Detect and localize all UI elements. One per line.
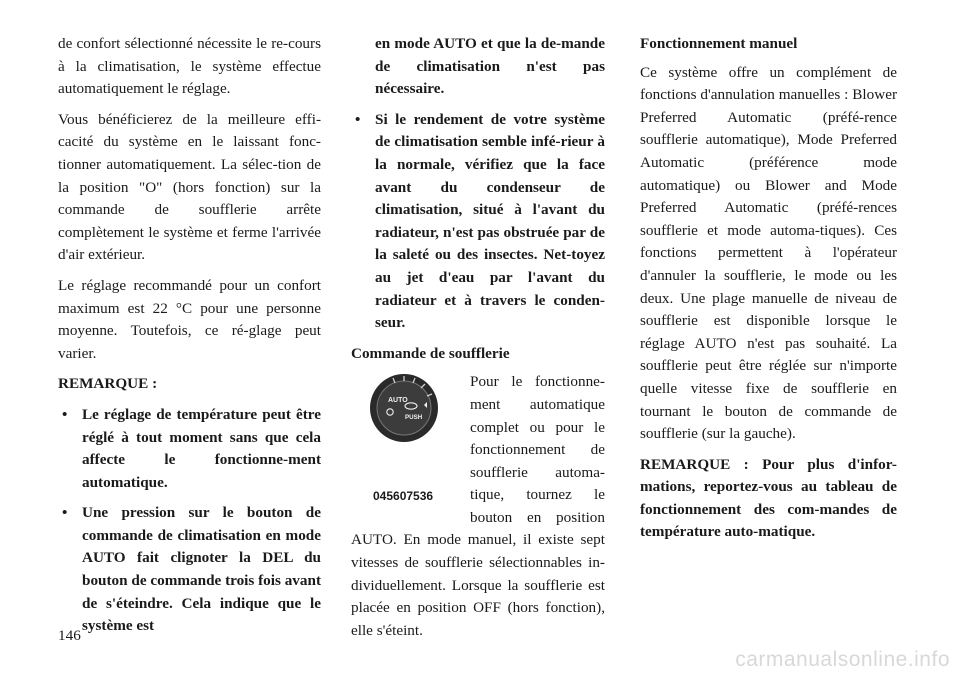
paragraph: de confort sélectionné nécessite le re-cours à la climatisation, le système effectue automatiquement le réglage. (58, 35, 321, 98)
note-heading: REMARQUE : (58, 375, 158, 393)
auto-label: AUTO (388, 397, 408, 405)
bullet-item (58, 502, 321, 638)
bullet-item (351, 109, 605, 335)
push-label: PUSH (405, 414, 423, 422)
figure-id: 045607536 (373, 489, 434, 504)
paragraph: Vous bénéficierez de la meilleure effi-cacité du système en le laissant fonc-tionner automatiquement. La sélec-tion de la position "O" (hors fonction) sur la commande de soufflerie arrête complètement le système et ferme l'arrivée d'air extérieur. (58, 110, 321, 264)
paragraph: Le réglage recommandé pour un confort maximum est 22 °C pour une personne moyenne. Toutefois, ce ré-glage peut varier. (58, 276, 321, 362)
blower-knob-icon (369, 373, 439, 443)
column-middle (351, 33, 605, 650)
column-left (58, 33, 321, 646)
paragraph: Ce système offre un complément de fonctions d'annulation manuelles : Blower Preferred Automatic (préfé-rence soufflerie automatique), Mode Preferred Automatic (préférence mode automatique) ou Blower and Mode Preferred Automatic (préfé-rences soufflerie et mode automa-tiques). Ces fonctions permettent à l'opérateur d'annuler la soufflerie, le mode ou les deux. Une plage manuelle de niveau de soufflerie est disponible lorsque le réglage AUTO n'est pas souhaité. La soufflerie peut être réglée sur n'importe quelle vitesse fixe de soufflerie en tournant le bouton de commande de soufflerie (sur la gauche). (640, 63, 897, 443)
bullet-icon: • (355, 110, 361, 128)
bullet-text: Le réglage de température peut être réglé à tout moment sans que cela affecte le fonctionne-ment automatique. (82, 405, 321, 491)
bullet-icon: • (62, 405, 68, 423)
bullet-text: Une pression sur le bouton de commande de climatisation en mode AUTO fait clignoter la DEL du bouton de commande trois fois avant de s'éteindre. Cela indique que le système est (82, 504, 321, 635)
bullet-icon: • (62, 504, 68, 522)
note: REMARQUE : Pour plus d'infor-mations, reportez-vous au tableau de fonctionnement des com-mandes de température auto-matique. (640, 455, 897, 541)
bullet-text: Si le rendement de votre système de climatisation semble infé-rieur à la normale, vérifiez que la face avant du condenseur de climatisation, situé à l'avant du radiateur, n'est pas obstruée par de la saleté ou des insectes. Net-toyez au jet d'eau par l'avant du radiateur et à travers le conden-seur. (375, 110, 605, 332)
page-number: 146 (58, 627, 81, 644)
section-heading: Fonctionnement manuel (640, 35, 798, 52)
blower-control-figure (351, 371, 464, 511)
paragraph: Pour le fonctionne-ment automatique complet ou pour le fonctionnement de soufflerie automa-tique, tournez le bouton en position AUTO. En mode manuel, il existe sept vitesses de soufflerie sélectionnables in-dividuellement. Lorsque la soufflerie est placée en position OFF (hors fonction), elle s'éteint. (351, 373, 605, 639)
section-heading: Commande de soufflerie (351, 344, 510, 362)
column-right (640, 33, 897, 552)
watermark: carmanualsonline.info (735, 648, 950, 671)
bullet-item (58, 404, 321, 494)
bullet-continuation: en mode AUTO et que la de-mande de climatisation n'est pas nécessaire. (375, 35, 605, 98)
